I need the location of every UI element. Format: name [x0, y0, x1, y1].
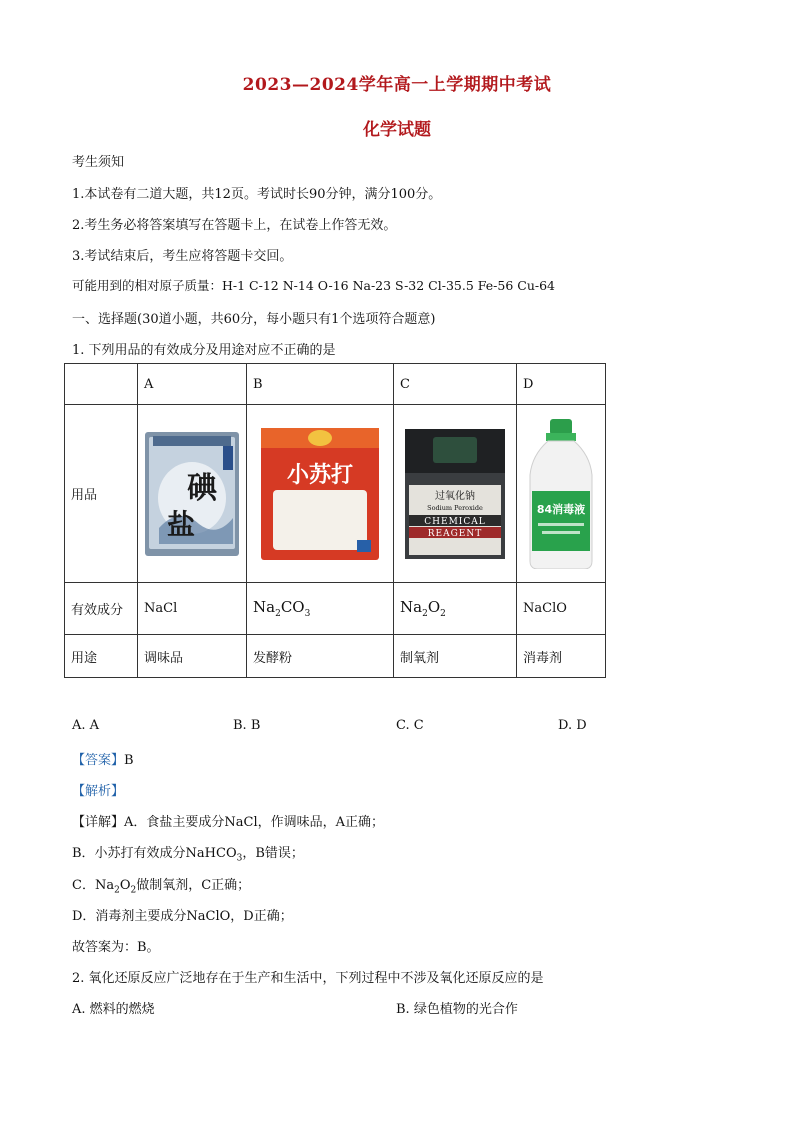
answer-line	[72, 749, 134, 768]
use-a: 调味品	[138, 635, 247, 678]
baking-soda-label: 小苏打	[286, 462, 354, 488]
conclusion-line: 故答案为：B。	[72, 940, 160, 955]
use-b: 发酵粉	[247, 635, 394, 678]
option-c: C. C	[396, 718, 424, 733]
notice-heading: 考生须知	[72, 155, 125, 170]
col-b-header: B	[247, 364, 394, 405]
component-a: NaCl	[138, 583, 247, 635]
salt-label-1: 碘	[187, 470, 217, 506]
product-a-cell	[138, 405, 247, 583]
notice-item-1: 1.本试卷有二道大题，共12页。考试时长90分钟，满分100分。	[72, 187, 442, 202]
detail-b-line: B．小苏打有效成分NaHCO$_3$，B错误；	[72, 846, 304, 864]
component-b: $Na_2CO_3$	[247, 583, 394, 635]
notice-item-3: 3.考试结束后，考生应将答题卡交回。	[72, 249, 293, 264]
peroxide-label-en: Sodium Peroxide	[427, 503, 483, 512]
disinfectant-image	[528, 419, 594, 569]
baking-soda-image	[261, 428, 379, 560]
detail-c-line: C．$Na_2O_2$做制氧剂，C正确；	[72, 878, 251, 896]
section-heading: 一、选择题(30道小题，共60分，每小题只有1个选项符合题意)	[72, 312, 436, 327]
notice-item-2: 2.考生务必将答案填写在答题卡上，在试卷上作答无效。	[72, 218, 397, 233]
analysis-tag: 【解析】	[72, 784, 125, 799]
row-label-component: 有效成分	[65, 583, 138, 635]
salt-label-2: 盐	[167, 507, 196, 541]
iodized-salt-image	[145, 432, 239, 556]
answer-value: B	[124, 753, 134, 768]
col-d-header: D	[517, 364, 606, 405]
answer-tag: 【答案】	[72, 753, 125, 768]
product-b-cell	[247, 405, 394, 583]
q1-table	[64, 363, 606, 678]
q1-options	[72, 718, 672, 736]
detail-a: A．食盐主要成分NaCl，作调味品，A正确；	[124, 815, 385, 830]
sodium-peroxide-image	[405, 429, 505, 559]
detail-d-line: D．消毒剂主要成分NaClO，D正确；	[72, 909, 293, 924]
use-c: 制氧剂	[394, 635, 517, 678]
row-label-use: 用途	[65, 635, 138, 678]
exam-subtitle: 化学试题	[363, 120, 431, 140]
exam-title: 2023—2024学年高一上学期期中考试	[242, 75, 552, 95]
product-c-cell	[394, 405, 517, 583]
disinfectant-label: 84消毒液	[536, 502, 586, 516]
q2-option-b: B. 绿色植物的光合作	[396, 1002, 518, 1017]
component-d: NaClO	[517, 583, 606, 635]
component-c: $Na_2O_2$	[394, 583, 517, 635]
detail-a-line	[72, 811, 384, 830]
detail-tag: 【详解】	[72, 815, 125, 830]
peroxide-band-2: REAGENT	[427, 528, 483, 539]
atomic-masses: 可能用到的相对原子质量：H-1 C-12 N-14 O-16 Na-23 S-32 Cl-35.5 Fe-56 Cu-64	[72, 278, 556, 293]
row-label-item: 用品	[65, 405, 138, 583]
q1-stem: 1. 下列用品的有效成分及用途对应不正确的是	[72, 343, 336, 358]
col-a-header: A	[138, 364, 247, 405]
option-b: B. B	[233, 718, 261, 733]
analysis-line	[72, 780, 124, 799]
option-d: D. D	[558, 718, 587, 733]
product-d-cell	[517, 405, 606, 583]
option-a: A. A	[72, 718, 100, 733]
q2-option-a: A. 燃料的燃烧	[72, 1002, 155, 1017]
peroxide-label-cn: 过氧化钠	[435, 490, 475, 502]
table-corner-cell	[65, 364, 138, 405]
use-d: 消毒剂	[517, 635, 606, 678]
q2-stem: 2. 氧化还原反应广泛地存在于生产和生活中，下列过程中不涉及氧化还原反应的是	[72, 971, 544, 986]
col-c-header: C	[394, 364, 517, 405]
peroxide-band-1: CHEMICAL	[424, 516, 486, 527]
